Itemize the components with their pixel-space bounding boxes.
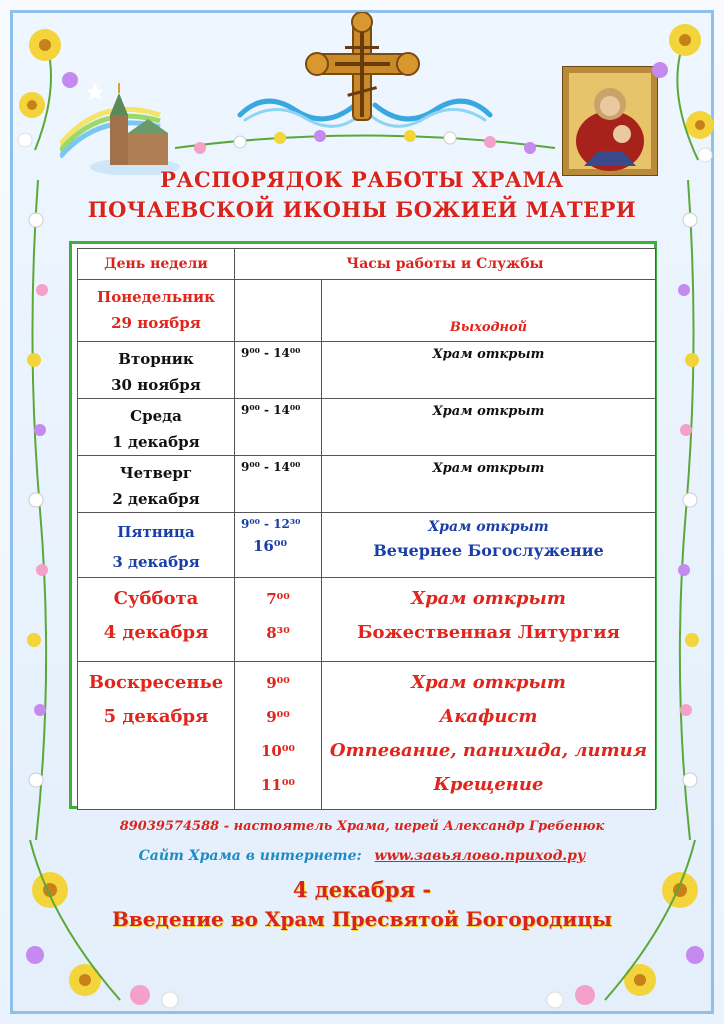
service-text: Акафист bbox=[439, 706, 538, 727]
time-cell bbox=[235, 662, 322, 810]
website-line bbox=[0, 848, 724, 864]
service-cell bbox=[322, 456, 656, 513]
day-cell bbox=[78, 342, 235, 399]
service-cell bbox=[322, 662, 656, 810]
day-cell bbox=[78, 399, 235, 456]
service-cell bbox=[322, 342, 656, 399]
day-name: Пятница bbox=[117, 523, 195, 541]
website-link[interactable]: www.завьялово.приход.ру bbox=[374, 848, 586, 864]
day-date: 5 декабря bbox=[103, 706, 209, 727]
page-title-line2: ПОЧАЕВСКОЙ ИКОНЫ БОЖИЕЙ МАТЕРИ bbox=[87, 197, 637, 222]
service-text: Храм открыт bbox=[432, 347, 545, 362]
time-text: 7⁰⁰ bbox=[266, 590, 290, 608]
service-text: Выходной bbox=[449, 320, 528, 335]
day-date: 29 ноября bbox=[111, 314, 201, 332]
website-label: Сайт Храма в интернете: bbox=[138, 848, 362, 864]
time-cell bbox=[235, 342, 322, 399]
time-text: 9⁰⁰ bbox=[266, 674, 290, 692]
service-text: Храм открыт bbox=[411, 588, 566, 609]
table-row bbox=[78, 342, 656, 399]
time-text: 9⁰⁰ - 14⁰⁰ bbox=[241, 460, 301, 474]
service-text: Храм открыт bbox=[428, 519, 549, 535]
column-header-day: День недели bbox=[78, 249, 235, 280]
rector-text: - настоятель Храма, иерей Александр Гребенюк bbox=[219, 819, 605, 834]
day-name: Четверг bbox=[119, 464, 193, 482]
page-title-line1: РАСПОРЯДОК РАБОТЫ ХРАМА bbox=[160, 167, 564, 192]
table-row bbox=[78, 662, 656, 810]
service-text: Божественная Литургия bbox=[357, 622, 620, 643]
table-row bbox=[78, 456, 656, 513]
time-cell bbox=[235, 399, 322, 456]
service-text: Крещение bbox=[433, 774, 544, 795]
time-cell bbox=[235, 456, 322, 513]
time-text: 9⁰⁰ - 14⁰⁰ bbox=[241, 346, 301, 360]
service-cell bbox=[322, 280, 656, 342]
flower-decoration-top-right bbox=[630, 10, 720, 170]
service-cell bbox=[322, 399, 656, 456]
day-name: Суббота bbox=[113, 588, 199, 609]
phone-number[interactable]: 89039574588 bbox=[119, 819, 220, 834]
service-text: Храм открыт bbox=[411, 672, 566, 693]
cross-icon bbox=[305, 12, 420, 122]
day-name: Вторник bbox=[118, 350, 194, 368]
service-text: Храм открыт bbox=[432, 461, 545, 476]
time-text: 9⁰⁰ bbox=[266, 708, 290, 726]
time-cell bbox=[235, 280, 322, 342]
schedule-table bbox=[77, 248, 656, 810]
time-text: 16⁰⁰ bbox=[253, 537, 288, 555]
service-cell bbox=[322, 513, 656, 578]
day-cell bbox=[78, 280, 235, 342]
time-text: 9⁰⁰ - 12³⁰ bbox=[241, 517, 301, 531]
service-text: Вечернее Богослужение bbox=[373, 541, 604, 560]
time-text: 8³⁰ bbox=[266, 624, 290, 642]
time-text: 9⁰⁰ - 14⁰⁰ bbox=[241, 403, 301, 417]
day-cell bbox=[78, 513, 235, 578]
day-name: Понедельник bbox=[97, 288, 215, 306]
feast-date: 4 декабря - bbox=[292, 877, 432, 902]
time-cell bbox=[235, 513, 322, 578]
time-text: 11⁰⁰ bbox=[260, 776, 295, 794]
day-name: Среда bbox=[130, 407, 182, 425]
day-name: Воскресенье bbox=[88, 672, 224, 693]
day-cell bbox=[78, 456, 235, 513]
table-row bbox=[78, 399, 656, 456]
day-date: 4 декабря bbox=[103, 622, 209, 643]
table-row bbox=[78, 513, 656, 578]
day-date: 1 декабря bbox=[112, 433, 200, 451]
day-cell bbox=[78, 578, 235, 662]
service-text: Отпевание, панихида, лития bbox=[329, 740, 648, 761]
flower-vine-right bbox=[668, 180, 708, 840]
service-text: Храм открыт bbox=[432, 404, 545, 419]
table-header-row bbox=[78, 249, 656, 280]
time-text: 10⁰⁰ bbox=[260, 742, 295, 760]
flower-vine-left bbox=[18, 180, 58, 840]
flower-garland bbox=[170, 128, 560, 168]
day-date: 3 декабря bbox=[112, 553, 200, 571]
day-date: 2 декабря bbox=[112, 490, 200, 508]
service-cell bbox=[322, 578, 656, 662]
feast-name: Введение во Храм Пресвятой Богородицы bbox=[111, 907, 613, 931]
day-date: 30 ноября bbox=[111, 376, 201, 394]
table-row bbox=[78, 280, 656, 342]
day-cell bbox=[78, 662, 235, 810]
column-header-hours: Часы работы и Службы bbox=[235, 249, 656, 280]
flower-decoration-top-left bbox=[10, 10, 100, 160]
contact-line bbox=[0, 819, 724, 834]
time-cell bbox=[235, 578, 322, 662]
table-row bbox=[78, 578, 656, 662]
